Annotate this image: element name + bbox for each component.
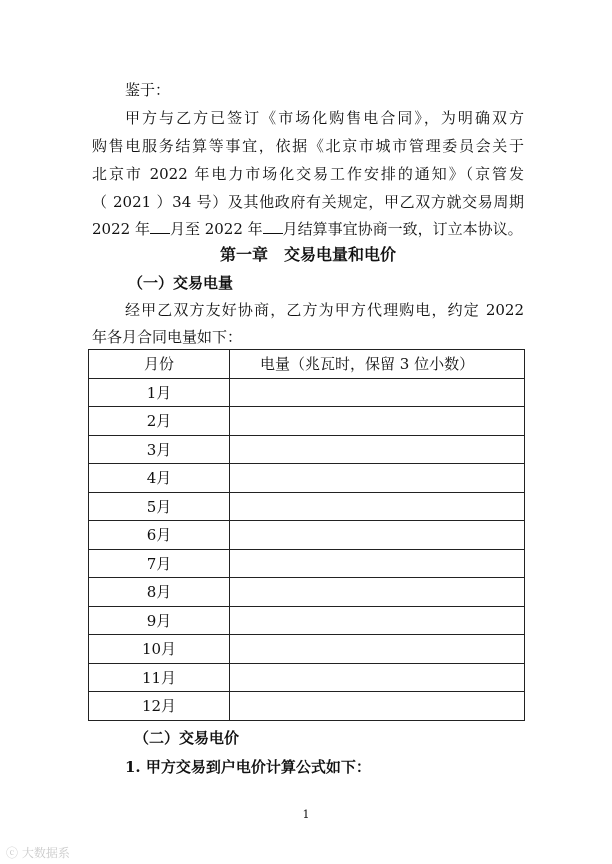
chapter-title: 第一章 交易电量和电价	[219, 245, 396, 264]
month-cell: 5月	[89, 492, 230, 521]
volume-cell[interactable]	[230, 378, 525, 407]
volume-cell[interactable]	[230, 578, 525, 607]
volume-cell[interactable]	[230, 549, 525, 578]
para2-line-1	[125, 300, 524, 320]
para1-line-2	[92, 136, 524, 156]
table-row	[89, 606, 525, 635]
para1-line-3-text: 北京市 2022 年电力市场化交易工作安排的通知》（京管发	[92, 165, 524, 183]
para1-last-a: 2022 年	[92, 220, 150, 238]
para1-line-5	[92, 219, 524, 239]
volume-cell[interactable]	[230, 606, 525, 635]
volume-cell[interactable]	[230, 692, 525, 721]
section2-title: （二）交易电价	[134, 729, 240, 747]
table-row	[89, 692, 525, 721]
header-volume: 电量（兆瓦时，保留 3 位小数）	[230, 350, 525, 379]
table-row	[89, 635, 525, 664]
para1-last-b: 月至 2022 年	[169, 220, 263, 238]
month-cell: 3月	[89, 435, 230, 464]
month-cell: 7月	[89, 549, 230, 578]
para2-line-2: 年各月合同电量如下：	[92, 328, 243, 346]
table-row	[89, 663, 525, 692]
volume-cell[interactable]	[230, 435, 525, 464]
page-number: 1	[302, 808, 310, 821]
month-blank-start[interactable]	[150, 219, 170, 234]
table-row	[89, 549, 525, 578]
para1-line-4	[92, 192, 524, 212]
volume-cell[interactable]	[230, 407, 525, 436]
watermark-text: 大数据系	[21, 846, 70, 860]
para1-line-4-text: （ 2021 ）34 号）及其他政府有关规定，甲乙双方就交易周期	[92, 193, 524, 211]
month-cell: 12月	[89, 692, 230, 721]
month-cell: 8月	[89, 578, 230, 607]
table-header-row	[89, 350, 525, 379]
month-cell: 1月	[89, 378, 230, 407]
item1-text: 1. 甲方交易到户电价计算公式如下：	[125, 758, 371, 776]
para1-line-1-text: 甲方与乙方已签订《市场化购售电合同》，为明确双方	[125, 109, 524, 127]
table-row	[89, 492, 525, 521]
volume-cell[interactable]	[230, 492, 525, 521]
volume-cell[interactable]	[230, 521, 525, 550]
whereas-label: 鉴于：	[125, 81, 171, 99]
table-row	[89, 435, 525, 464]
table-row	[89, 378, 525, 407]
volume-cell[interactable]	[230, 635, 525, 664]
header-month: 月份	[89, 350, 230, 379]
para2-line-1-text: 经甲乙双方友好协商，乙方为甲方代理购电，约定 2022	[125, 301, 524, 319]
month-cell: 6月	[89, 521, 230, 550]
volume-cell[interactable]	[230, 663, 525, 692]
section1-title: （一）交易电量	[128, 274, 234, 292]
table-row	[89, 578, 525, 607]
table-row	[89, 407, 525, 436]
para1-last-c: 月结算事宜协商一致，订立本协议。	[282, 220, 523, 238]
watermark: ⓒ 大数据系	[6, 846, 70, 860]
para1-line-1	[125, 108, 524, 128]
table-row	[89, 464, 525, 493]
table-row	[89, 521, 525, 550]
month-blank-end[interactable]	[263, 219, 283, 234]
month-cell: 9月	[89, 606, 230, 635]
para1-line-3	[92, 164, 524, 184]
month-cell: 4月	[89, 464, 230, 493]
month-cell: 10月	[89, 635, 230, 664]
month-cell: 2月	[89, 407, 230, 436]
volume-cell[interactable]	[230, 464, 525, 493]
para1-line-2-text: 购售电服务结算等事宜，依据《北京市城市管理委员会关于	[92, 137, 524, 155]
monthly-volume-table	[88, 349, 525, 721]
month-cell: 11月	[89, 663, 230, 692]
